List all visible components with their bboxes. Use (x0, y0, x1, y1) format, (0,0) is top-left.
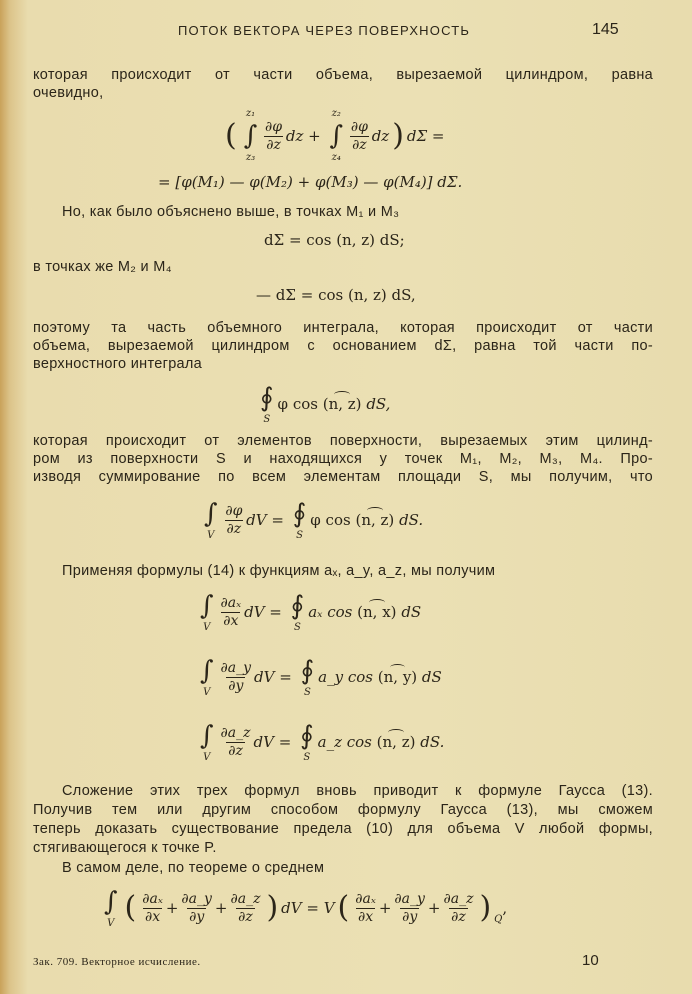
math-term: dS, (366, 395, 391, 413)
page-number: 145 (592, 21, 619, 38)
equation-ay (196, 655, 442, 699)
plus-sign: + (165, 899, 179, 917)
fraction: $\frac{\partial a\_y}{\partial y}$ (394, 890, 425, 925)
integral-sign: ∫ V (200, 591, 214, 633)
fraction: $\frac{\partial\varphi}{\partial z}$ (350, 118, 368, 153)
text-line: которая происходит от элементов поверхности, вырезаемых этим цилинд- (33, 433, 653, 449)
integral-sign: ∫ V (104, 887, 118, 929)
fraction: $\frac{\partial a\_z}{\partial z}$ (230, 890, 261, 925)
math-term: a_z cos (317, 733, 372, 751)
plus-sign: + (378, 899, 392, 917)
equation-2: dΣ = cos (n, z) dS; (264, 231, 405, 249)
math-term: dV = (244, 603, 282, 621)
equation-5 (200, 498, 423, 542)
math-term: dV = V (281, 899, 335, 917)
math-term: φ cos (310, 511, 351, 529)
fraction: $\frac{\partial a\_z}{\partial z}$ (443, 890, 474, 925)
signature-number: 10 (582, 952, 599, 969)
plus-sign: + (427, 899, 441, 917)
integral-sign: z₂ ∫ z₄ (329, 108, 344, 163)
running-header: ПОТОК ВЕКТОРА ЧЕРЕЗ ПОВЕРХНОСТЬ (178, 23, 471, 38)
fraction: $\frac{\text{∂aₓ}}{\partial x}$ (355, 890, 376, 925)
math-term: dV = (253, 733, 292, 751)
fraction: $\frac{\partial a\_z}{\partial z}$ (220, 724, 251, 759)
fraction: $\frac{\partial\varphi}{\partial z}$ (225, 502, 243, 537)
text-line: Применяя формулы (14) к функциям aₓ, a_y, a_z, мы получим (62, 563, 496, 579)
integral-sign: ∫ V (204, 499, 218, 541)
text-line: теперь доказать существование предела (10) для объема V любой формы, (33, 821, 653, 837)
math-term: φ cos (277, 395, 318, 413)
right-paren: ) (479, 890, 492, 925)
text-line: очевидно, (33, 85, 104, 101)
text-line: поэтому та часть объемного интеграла, которая происходит от части (33, 320, 653, 336)
left-paren: ( (225, 118, 237, 153)
text-line: Но, как было объяснено выше, в точках M₁ и M₃ (62, 204, 400, 220)
angle-term: (n, z) (355, 511, 395, 529)
left-paren: ( (337, 890, 350, 925)
equation-1 (222, 108, 444, 164)
equation-4 (256, 382, 390, 426)
equation-6 (100, 886, 507, 930)
contour-integral-sign: ∮ S (292, 499, 307, 541)
left-paren: ( (124, 890, 137, 925)
footer-signature: Зак. 709. Векторное исчисление. (33, 956, 201, 968)
text-line: Получив тем или другим способом формулу Гаусса (13), мы сможем (33, 802, 653, 818)
text-line: стягивающегося к точке P. (33, 840, 217, 856)
text-line: объема, вырезаемой цилиндром с основанием dΣ, равна той части по- (33, 338, 653, 354)
integral-sign: ∫ V (200, 721, 214, 763)
math-term: dS. (420, 733, 445, 751)
math-term: dS. (399, 511, 424, 529)
angle-term: (n, x) (357, 603, 397, 621)
math-term: dz (371, 127, 390, 145)
fraction: $\frac{\text{∂aₓ}}{\partial x}$ (142, 890, 163, 925)
text-line: в точках же M₂ и M₄ (33, 259, 172, 275)
math-term: dz + (285, 127, 321, 145)
right-paren: ) (392, 118, 404, 153)
fraction: $\frac{\partial a\_y}{\partial y}$ (181, 890, 212, 925)
text-line: Сложение этих трех формул вновь приводит к формуле Гаусса (13). (62, 783, 653, 799)
text-line: которая происходит от части объема, вырезаемой цилиндром, равна (33, 67, 653, 83)
math-term: dS (421, 668, 442, 686)
fraction: $\frac{\partial a\_y}{\partial y}$ (220, 659, 252, 694)
integral-sign: z₁ ∫ z₃ (243, 108, 258, 163)
math-term: dS (401, 603, 422, 621)
contour-integral-sign: ∮ S (300, 721, 314, 763)
integral-sign: ∫ V (200, 656, 214, 698)
equation-3: — dΣ = cos (n, z) dS, (256, 286, 416, 304)
equation-1-line-2: = [φ(M₁) — φ(M₂) + φ(M₃) — φ(M₄)] dΣ. (158, 173, 463, 191)
comma: , (502, 899, 508, 917)
contour-integral-sign: ∮ S (260, 383, 274, 425)
text-line: ром из поверхности S и находящихся у точек M₁, M₂, M₃, M₄. Про- (33, 451, 653, 467)
equation-ax (196, 590, 421, 634)
math-term: dΣ = (406, 127, 445, 145)
contour-integral-sign: ∮ S (290, 591, 305, 633)
math-term: dV = (254, 668, 292, 686)
fraction: $\frac{\partial\varphi}{\partial z}$ (265, 118, 283, 153)
math-term: a_y cos (318, 668, 373, 686)
math-term: dV = (246, 511, 284, 529)
angle-term: (n, z) (322, 395, 362, 413)
text-line: изводя суммирование по всем элементам площади S, мы получим, что (33, 469, 653, 485)
fraction: $\frac{\text{∂aₓ}}{\partial x}$ (220, 594, 242, 629)
text-line: верхностного интеграла (33, 356, 203, 372)
text-line: В самом деле, по теореме о среднем (62, 860, 325, 876)
contour-integral-sign: ∮ S (300, 656, 315, 698)
plus-sign: + (214, 899, 228, 917)
math-term: aₓ cos (308, 603, 353, 621)
subscript-q: Q (494, 914, 503, 925)
angle-term: (n, y) (377, 668, 418, 686)
angle-term: (n, z) (376, 733, 416, 751)
right-paren: ) (266, 890, 279, 925)
equation-az (196, 720, 444, 764)
